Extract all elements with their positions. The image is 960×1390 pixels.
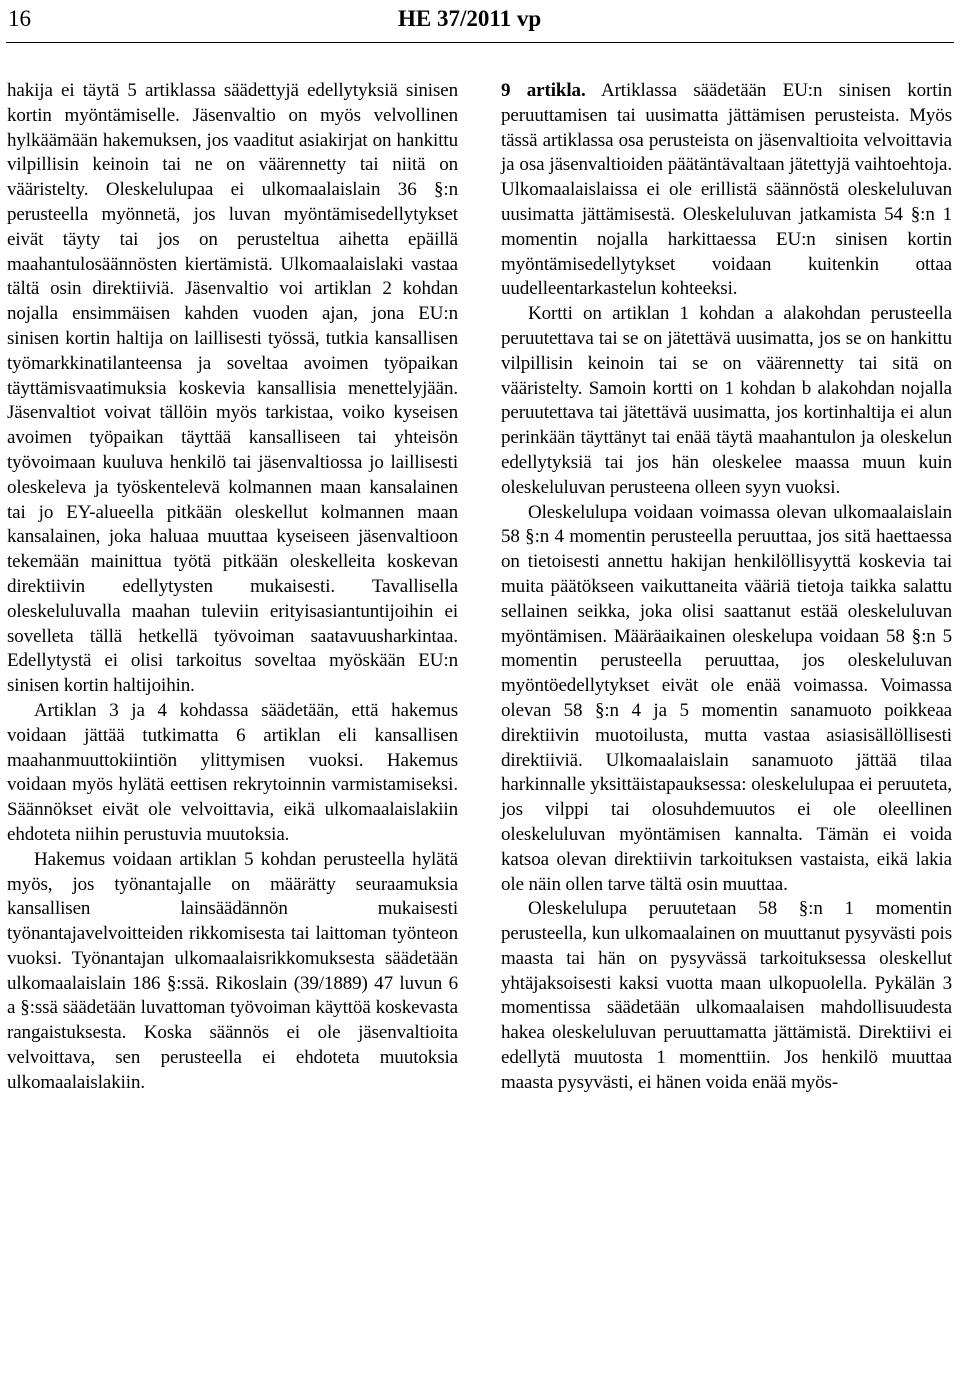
right-column	[501, 79, 952, 1096]
left-column	[7, 79, 458, 1096]
paragraph: Hakemus voidaan artiklan 5 kohdan perusteella hylätä myös, jos työnantajalle on määrätty seuraamuksia kansallisen lainsäädännön mukaisesti työnantajavelvoitteiden rikkomisesta tai laittoman työnteon vuoksi. Työnantajan ulkomaalaisrikkomuksesta säädetään ulkomaalaislain 186 §:ssä. Rikoslain (39/1889) 47 luvun 6 a §:ssä säädetään luvattoman työvoiman käyttöä koskevasta rangaistuksesta. Koska säännös ei ole jäsenvaltioita velvoittava, sen perusteella ei ehdoteta muutoksia ulkomaalaislakiin.	[7, 848, 458, 1093]
paragraph: hakija ei täytä 5 artiklassa säädettyjä edellytyksiä sinisen kortin myöntämiselle. Jäsenvaltio on myös velvollinen hylkäämään hakemuksen, jos vaaditut asiakirjat on hankittu vilpillisin keinoin tai ne on väärennetty tai niitä on vääristelty. Oleskelulupaa ei ulkomaalaislain 36 §:n perusteella myönnetä, jos luvan myöntämisedellytykset eivät täyty tai jos on perusteltua aihetta epäillä maahantulosäännösten kiertämistä. Ulkomaalaislaki vastaa tältä osin direktiiviä. Jäsenvaltio voi artiklan 2 kohdan nojalla ensimmäisen kahden vuoden ajan, jona EU:n sinisen kortin haltija on laillisesti työssä, tutkia kansallisen työmarkkinatilanteensa ja soveltaa avoimen työpaikan täyttämisvaatimuksia koskevia kansallisia menettelyjään. Jäsenvaltiot voivat tällöin myös tarkistaa, voiko kyseisen avoimen työpaikan täyttää kansalliseen tai yhteisön työvoimaan kuuluva henkilö tai jäsenvaltiossa jo laillisesti oleskeleva ja työskentelevä kolmannen maan kansalainen tai jo EY-alueella pitkään oleskellut kolmannen maan kansalainen, joka haluaa muuttaa kyseiseen jäsenvaltioon tekemään mainittua työtä pitkään oleskelleita koskevan direktiivin edellytysten mukaisesti. Tavallisella oleskeluluvalla maahan tuleviin erityisasiantuntijoihin ei sovelleta tällä hetkellä työvoiman saatavuusharkintaa. Edellytystä ei olisi tarkoitus soveltaa myöskään EU:n sinisen kortin haltijoihin.	[7, 80, 458, 697]
paragraph	[501, 79, 952, 302]
section-heading: 9 artikla.	[501, 80, 586, 101]
paragraph: Kortti on artiklan 1 kohdan a alakohdan perusteella peruutettava tai se on jätettävä uusimatta, jos se on hankittu vilpillisin keinoin tai se on väärennetty tai sitä on vääristelty. Samoin kortti on 1 kohdan b alakohdan nojalla peruutettava tai jätettävä uusimatta, jos kortinhaltija ei alun perinkään täyttänyt tai enää täytä maahantulon ja oleskelun edellytyksiä tai jos hän oleskelee maassa muun kuin oleskeluluvan perusteena olleen syyn vuoksi.	[501, 303, 952, 498]
paragraph-text: Artiklassa säädetään EU:n sinisen kortin peruuttamisen tai uusimatta jättämisen perusteista. Myös tässä artiklassa osa perusteista on jäsenvaltioita velvoittavia ja osa jäsenvaltioiden päätäntävaltaan jätettyjä vaihtoehtoja. Ulkomaalaislaissa ei ole erillistä säännöstä oleskeluluvan uusimatta jättämisestä. Oleskeluluvan jatkamista 54 §:n 1 momentin nojalla harkittaessa EU:n sinisen kortin myöntämisedellytykset voidaan kuitenkin ottaa uudelleentarkastelun kohteeksi.	[501, 80, 953, 300]
paragraph: Oleskelulupa peruutetaan 58 §:n 1 momentin perusteella, kun ulkomaalainen on muuttanut pysyvästi pois maasta tai hän on pysyvässä tarkoituksessa oleskellut yhtäjaksoisesti kaksi vuotta maan ulkopuolella. Pykälän 3 momentissa säädetään ulkomaalaisen mahdollisuudesta hakea oleskeluluvan peruuttamatta jättämistä. Direktiivi ei edellytä muutosta 1 momenttiin. Jos henkilö muuttaa maasta pysyvästi, ei hänen voida enää myös-	[501, 898, 952, 1093]
paragraph: Oleskelulupa voidaan voimassa olevan ulkomaalaislain 58 §:n 4 momentin perusteella peruuttaa, jos sitä haettaessa on tietoisesti annettu hakijan henkilöllisyyttä koskevia tai muita päätökseen vaikuttaneita vääriä tietoja taikka salattu sellainen seikka, joka olisi saattanut estää oleskeluluvan myöntämisen. Määräaikainen oleskelupa voidaan 58 §:n 5 momentin perusteella peruuttaa, jos oleskeluluvan myöntöedellytykset eivät ole enää voimassa. Voimassa olevan 58 §:n 4 ja 5 momentin sanamuoto poikkeaa direktiivin muotoilusta, mutta vastaa asiasisällöllisesti direktiiviä. Ulkomaalaislain sanamuoto jättää tilaa harkinnalle yksittäistapauksessa: oleskelulupaa ei peruuteta, jos vilppi tai olosuhdemuutos ei ole oleellinen oleskeluluvan myöntämisen kannalta. Tämän ei voida katsoa olevan direktiivin tarkoituksen vastaista, eikä lakia ole näin ollen tarve tältä osin muuttaa.	[501, 501, 952, 895]
page-number: 16	[8, 6, 31, 31]
header-rule	[6, 42, 954, 43]
paragraph: Artiklan 3 ja 4 kohdassa säädetään, että hakemus voidaan jättää tutkimatta 6 artiklan eli kansallisen maahanmuuttokiintiön ylittymisen vuoksi. Hakemus voidaan myös hylätä eettisen rekrytoinnin varmistamiseksi. Säännökset eivät ole velvoittavia, eikä ulkomaalaislakiin ehdoteta niihin perustuvia muutoksia.	[7, 699, 458, 845]
document-id: HE 37/2011 vp	[398, 6, 542, 31]
